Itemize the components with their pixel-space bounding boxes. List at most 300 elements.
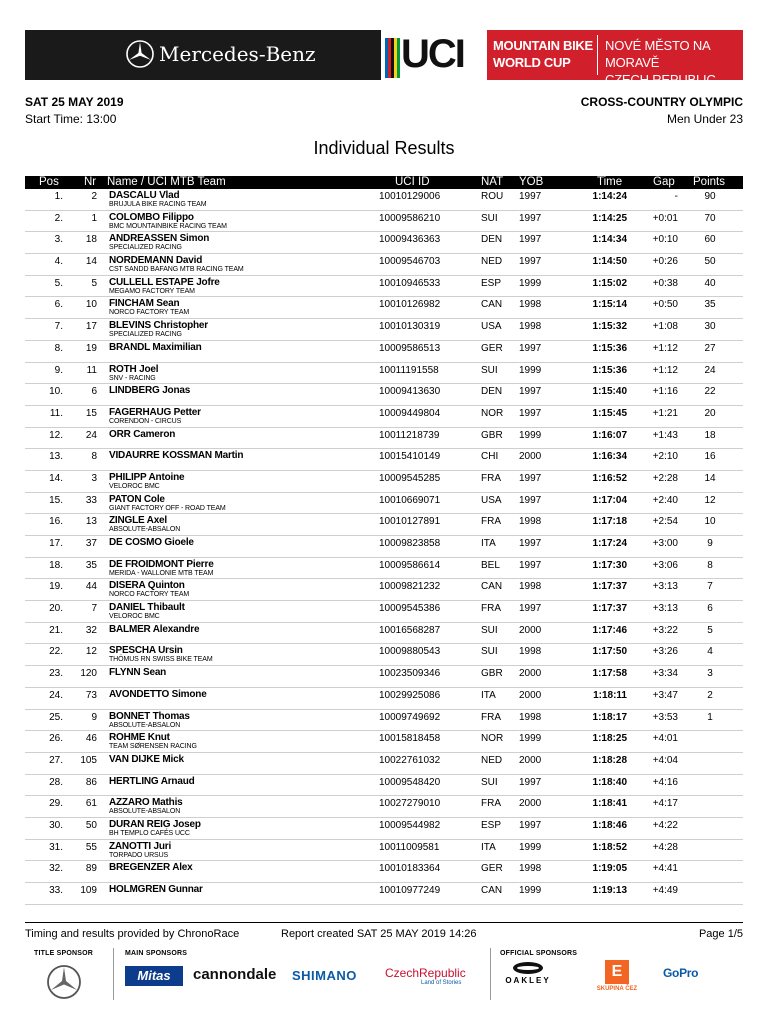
points-cell: 5 — [707, 624, 713, 636]
czech-republic-logo — [385, 966, 466, 986]
time-cell: 1:17:46 — [592, 624, 627, 636]
bib-number-cell: 11 — [86, 364, 97, 376]
points-cell: 22 — [704, 386, 716, 398]
table-row — [25, 363, 743, 385]
time-cell: 1:15:32 — [592, 321, 627, 333]
time-cell: 1:15:45 — [592, 407, 627, 419]
rider-name-cell: ROHME Knut — [109, 732, 170, 744]
uci-id-cell: 10009449804 — [379, 407, 441, 419]
points-cell: 16 — [704, 451, 716, 463]
points-cell: 14 — [704, 472, 716, 484]
gap-cell: +3:00 — [652, 538, 678, 549]
gap-cell: +3:26 — [652, 646, 678, 658]
uci-id-cell: 10011218739 — [379, 429, 440, 441]
bib-number-cell: 44 — [85, 581, 97, 593]
oakley-text: OAKLEY — [505, 976, 551, 985]
position-cell: 11. — [49, 407, 63, 419]
year-of-birth-cell: 1997 — [519, 234, 542, 246]
nationality-cell: SUI — [481, 364, 498, 376]
points-cell: 50 — [704, 256, 716, 268]
race-name: CROSS-COUNTRY OLYMPIC — [580, 95, 743, 109]
year-of-birth-cell: 1998 — [519, 711, 542, 723]
points-cell: 8 — [707, 559, 713, 571]
page-title: Individual Results — [313, 138, 455, 158]
position-cell: 10. — [49, 386, 63, 398]
rider-name-cell: PATON Cole — [109, 493, 165, 505]
bib-number-cell: 18 — [85, 234, 97, 246]
points-cell: 9 — [707, 538, 713, 549]
official-sponsors-label: OFFICIAL SPONSORS — [500, 950, 578, 957]
gap-cell: +1:16 — [652, 386, 678, 398]
shimano-logo: SHIMANO — [292, 968, 357, 983]
position-cell: 21. — [49, 624, 63, 636]
time-cell: 1:18:25 — [592, 733, 627, 745]
bib-number-cell: 50 — [85, 819, 97, 831]
uci-id-cell: 10009413630 — [379, 386, 441, 398]
year-of-birth-cell: 1998 — [519, 299, 542, 311]
points-cell: 10 — [704, 516, 716, 528]
year-of-birth-cell: 1999 — [519, 277, 542, 289]
year-of-birth-cell: 1997 — [519, 256, 542, 268]
rider-name-cell: BALMER Alexandre — [109, 623, 200, 635]
rider-name-cell: AZZARO Mathis — [109, 797, 183, 809]
table-row — [25, 579, 743, 601]
gap-cell: +0:26 — [652, 256, 678, 268]
uci-id-cell: 10010669071 — [379, 494, 441, 506]
bib-number-cell: 1 — [91, 212, 97, 224]
bib-number-cell: 86 — [85, 776, 97, 788]
table-row — [25, 775, 743, 797]
time-cell: 1:18:11 — [593, 689, 627, 701]
position-cell: 23. — [49, 668, 63, 680]
year-of-birth-cell: 2000 — [519, 451, 542, 463]
year-of-birth-cell: 1997 — [519, 342, 542, 354]
position-cell: 31. — [49, 841, 63, 853]
team-name-cell: SNV - RACING — [109, 374, 156, 382]
team-name-cell: CST SANDD BAFANG MTB RACING TEAM — [109, 266, 244, 274]
year-of-birth-cell: 1998 — [519, 321, 542, 333]
uci-id-cell: 10016568287 — [379, 624, 441, 636]
bib-number-cell: 32 — [85, 624, 97, 636]
table-row — [25, 189, 743, 211]
gap-cell: - — [674, 191, 678, 202]
rider-name-cell: SPESCHA Ursin — [109, 645, 183, 657]
nationality-cell: NOR — [481, 733, 504, 745]
nationality-cell: CAN — [481, 299, 503, 311]
venue-line-1: NOVÉ MĚSTO NA MORAVĚ — [605, 38, 710, 70]
uci-id-cell: 10015818458 — [379, 733, 441, 745]
results-table-header — [25, 176, 743, 189]
points-cell: 30 — [704, 321, 716, 333]
table-row — [25, 818, 743, 840]
position-cell: 32. — [49, 863, 63, 875]
position-cell: 14. — [49, 472, 63, 484]
team-name-cell: CORENDON - CIRCUS — [109, 417, 182, 425]
table-row — [25, 623, 743, 645]
rider-name-cell: DE COSMO Gioele — [109, 537, 194, 548]
rider-name-cell: HERTLING Arnaud — [109, 775, 195, 787]
table-row — [25, 319, 743, 341]
nationality-cell: NED — [481, 256, 503, 268]
points-cell: 3 — [707, 668, 713, 680]
sponsor-divider — [113, 948, 114, 1000]
nationality-cell: BEL — [481, 559, 500, 571]
year-of-birth-cell: 1999 — [519, 364, 542, 376]
bib-number-cell: 17 — [85, 321, 97, 333]
team-name-cell: SPECIALIZED RACING — [109, 331, 182, 339]
year-of-birth-cell: 2000 — [519, 689, 542, 701]
uci-id-cell: 10009586614 — [379, 559, 441, 571]
rider-name-cell: FINCHAM Sean — [109, 298, 180, 310]
bib-number-cell: 46 — [85, 733, 97, 745]
year-of-birth-cell: 1997 — [519, 386, 542, 398]
uci-id-cell: 10010127891 — [379, 516, 441, 528]
time-cell: 1:17:18 — [592, 516, 627, 528]
table-row — [25, 644, 743, 666]
uci-id-cell: 10009823858 — [379, 538, 441, 549]
col-nat: NAT — [481, 176, 504, 188]
year-of-birth-cell: 1999 — [519, 429, 542, 441]
venue-name — [605, 37, 743, 88]
table-row — [25, 731, 743, 753]
bib-number-cell: 35 — [85, 559, 97, 571]
nationality-cell: NOR — [481, 407, 504, 419]
position-cell: 24. — [49, 689, 63, 701]
bib-number-cell: 55 — [85, 841, 97, 853]
nationality-cell: USA — [481, 321, 502, 333]
rider-name-cell: VIDAURRE KOSSMAN Martin — [109, 450, 244, 462]
year-of-birth-cell: 1998 — [519, 516, 542, 528]
nationality-cell: ROU — [481, 191, 504, 202]
nationality-cell: GER — [481, 342, 503, 354]
uci-id-cell: 10010977249 — [379, 885, 441, 896]
gap-cell: +0:01 — [652, 212, 678, 224]
rider-name-cell: NORDEMANN David — [109, 255, 203, 267]
mitas-logo: Mitas — [125, 966, 183, 986]
rider-name-cell: BLEVINS Christopher — [109, 320, 208, 332]
table-row — [25, 840, 743, 862]
table-row — [25, 384, 743, 406]
table-row — [25, 666, 743, 688]
nationality-cell: SUI — [481, 212, 498, 224]
time-cell: 1:15:40 — [592, 386, 627, 398]
rider-name-cell: BREGENZER Alex — [109, 862, 193, 874]
nationality-cell: FRA — [481, 798, 501, 810]
nationality-cell: SUI — [481, 646, 498, 658]
col-time: Time — [597, 176, 623, 188]
gap-cell: +1:12 — [652, 342, 678, 354]
cannondale-logo: cannondale — [193, 966, 277, 983]
year-of-birth-cell: 1997 — [519, 819, 542, 831]
event-line-1: MOUNTAIN BIKE — [493, 38, 593, 53]
gap-cell: +2:54 — [652, 516, 678, 528]
col-name: Name / UCI MTB Team — [107, 176, 226, 188]
mercedes-star-icon — [125, 39, 155, 69]
uci-id-cell: 10009586513 — [379, 342, 441, 354]
team-name-cell: ABSOLUTE-ABSALON — [109, 721, 181, 729]
mercedes-benz-logo — [125, 39, 316, 71]
table-row — [25, 883, 743, 905]
nationality-cell: CHI — [481, 451, 499, 463]
cez-logo — [593, 960, 641, 992]
position-cell: 12. — [49, 429, 63, 441]
time-cell: 1:18:52 — [592, 841, 627, 853]
team-name-cell: SPECIALIZED RACING — [109, 244, 182, 252]
gap-cell: +0:10 — [652, 234, 678, 246]
gap-cell: +0:50 — [652, 299, 678, 311]
uci-id-cell: 10010130319 — [379, 321, 441, 333]
position-cell: 25. — [49, 711, 63, 723]
rider-name-cell: BRANDL Maximilian — [109, 341, 202, 353]
race-category: Men Under 23 — [666, 112, 743, 126]
points-cell: 4 — [707, 646, 713, 658]
col-gap: Gap — [653, 176, 675, 188]
gap-cell: +1:43 — [652, 429, 678, 441]
team-name-cell: TORPADO URSUS — [109, 851, 169, 859]
time-cell: 1:17:30 — [592, 559, 627, 571]
gap-cell: +2:40 — [652, 494, 678, 506]
points-cell: 6 — [707, 603, 713, 615]
year-of-birth-cell: 2000 — [519, 624, 542, 636]
team-name-cell: TEAM SØRENSEN RACING — [109, 743, 197, 751]
nationality-cell: FRA — [481, 711, 501, 723]
time-cell: 1:15:02 — [592, 277, 627, 289]
year-of-birth-cell: 1997 — [519, 191, 542, 202]
position-cell: 22. — [49, 646, 63, 658]
bib-number-cell: 120 — [80, 668, 97, 680]
year-of-birth-cell: 1997 — [519, 776, 542, 788]
mercedes-star-icon — [46, 964, 82, 1000]
team-name-cell: NORCO FACTORY TEAM — [109, 309, 190, 317]
uci-id-cell: 10009546703 — [379, 256, 441, 268]
table-row — [25, 341, 743, 363]
table-row — [25, 514, 743, 536]
team-name-cell: BMC MOUNTAINBIKE RACING TEAM — [109, 222, 227, 230]
points-cell: 7 — [707, 581, 713, 593]
table-row — [25, 406, 743, 428]
team-name-cell: VELOROC BMC — [109, 613, 160, 621]
header-banner — [25, 30, 743, 87]
position-cell: 29. — [49, 798, 63, 810]
nationality-cell: NED — [481, 754, 503, 766]
gap-cell: +0:38 — [652, 277, 678, 289]
time-cell: 1:17:24 — [592, 538, 627, 549]
position-cell: 8. — [54, 342, 63, 354]
bib-number-cell: 33 — [85, 494, 97, 506]
cez-text: SKUPINA ČEZ — [596, 986, 638, 992]
title-sponsor-label: TITLE SPONSOR — [34, 950, 93, 957]
position-cell: 4. — [54, 256, 63, 268]
gap-cell: +3:06 — [652, 559, 678, 571]
bib-number-cell: 73 — [85, 689, 97, 701]
gap-cell: +3:47 — [652, 689, 678, 701]
year-of-birth-cell: 1997 — [519, 603, 542, 615]
rider-name-cell: ANDREASSEN Simon — [109, 233, 210, 245]
rider-name-cell: ORR Cameron — [109, 428, 176, 440]
year-of-birth-cell: 1997 — [519, 494, 542, 506]
points-cell: 60 — [704, 234, 716, 246]
rider-name-cell: AVONDETTO Simone — [109, 688, 207, 700]
timing-credit: Timing and results provided by ChronoRace — [25, 928, 240, 940]
start-time: Start Time: 13:00 — [25, 112, 117, 126]
event-banner — [487, 30, 743, 87]
gap-cell: +1:21 — [652, 407, 678, 419]
year-of-birth-cell: 2000 — [519, 798, 542, 810]
nationality-cell: SUI — [481, 624, 498, 636]
gap-cell: +3:22 — [652, 624, 678, 636]
gap-cell: +4:22 — [652, 819, 678, 831]
gopro-logo: GoPro — [663, 966, 699, 980]
rider-name-cell: HOLMGREN Gunnar — [109, 884, 203, 895]
position-cell: 20. — [49, 603, 63, 615]
footer-divider — [25, 922, 743, 923]
brand-name: Mercedes-Benz — [159, 42, 316, 66]
col-nr: Nr — [84, 176, 97, 188]
bib-number-cell: 2 — [91, 191, 97, 202]
page-number: Page 1/5 — [698, 928, 743, 940]
rider-name-cell: COLOMBO Filippo — [109, 211, 194, 223]
time-cell: 1:14:50 — [592, 256, 627, 268]
position-cell: 26. — [49, 733, 63, 745]
gap-cell: +3:34 — [652, 668, 678, 680]
gap-cell: +4:49 — [652, 885, 678, 896]
rider-name-cell: ZANOTTI Juri — [109, 840, 172, 852]
uci-id-cell: 10029925086 — [379, 689, 441, 701]
year-of-birth-cell: 1997 — [519, 559, 542, 571]
year-of-birth-cell: 1998 — [519, 646, 542, 658]
col-yob: YOB — [519, 176, 544, 188]
gap-cell: +4:28 — [652, 841, 678, 853]
time-cell: 1:14:25 — [592, 212, 627, 224]
nationality-cell: ITA — [481, 538, 496, 549]
rider-name-cell: LINDBERG Jonas — [109, 385, 191, 397]
year-of-birth-cell: 1998 — [519, 581, 542, 593]
rider-name-cell: FAGERHAUG Petter — [109, 406, 201, 418]
table-row — [25, 558, 743, 580]
time-cell: 1:17:58 — [592, 668, 627, 680]
team-name-cell: GIANT FACTORY OFF - ROAD TEAM — [109, 504, 226, 512]
uci-id-cell: 10011009581 — [379, 841, 440, 853]
uci-id-cell: 10009548420 — [379, 776, 441, 788]
rider-name-cell: BONNET Thomas — [109, 710, 190, 722]
team-name-cell: ABSOLUTE-ABSALON — [109, 526, 181, 534]
year-of-birth-cell: 1997 — [519, 538, 542, 549]
time-cell: 1:15:14 — [592, 299, 627, 311]
uci-id-cell: 10022761032 — [379, 754, 441, 766]
gap-cell: +3:13 — [652, 603, 678, 615]
uci-id-cell: 10011191558 — [379, 364, 439, 376]
col-points: Points — [693, 176, 725, 188]
uci-id-cell: 10010183364 — [379, 863, 441, 875]
col-pos: Pos — [39, 176, 59, 188]
time-cell: 1:16:52 — [592, 472, 627, 484]
time-cell: 1:19:13 — [592, 885, 627, 896]
position-cell: 13. — [49, 451, 63, 463]
year-of-birth-cell: 1999 — [519, 841, 542, 853]
gap-cell: +4:41 — [652, 863, 678, 875]
nationality-cell: USA — [481, 494, 502, 506]
nationality-cell: GBR — [481, 429, 503, 441]
position-cell: 3. — [54, 234, 63, 246]
team-name-cell: MEGAMO FACTORY TEAM — [109, 287, 195, 295]
nationality-cell: FRA — [481, 472, 501, 484]
position-cell: 19. — [49, 581, 63, 593]
bib-number-cell: 13 — [85, 516, 97, 528]
time-cell: 1:15:36 — [592, 342, 627, 354]
bib-number-cell: 61 — [85, 798, 97, 810]
table-row — [25, 297, 743, 319]
time-cell: 1:17:37 — [592, 581, 627, 593]
gap-cell: +2:10 — [652, 451, 678, 463]
uci-id-cell: 10010129006 — [379, 191, 441, 202]
race-date: SAT 25 MAY 2019 — [25, 95, 124, 109]
table-row — [25, 211, 743, 233]
team-name-cell: NORCO FACTORY TEAM — [109, 591, 190, 599]
rider-name-cell: DASCALU Vlad — [109, 190, 180, 201]
nationality-cell: ITA — [481, 841, 496, 853]
time-cell: 1:18:46 — [592, 819, 627, 831]
points-cell: 2 — [707, 689, 713, 701]
team-name-cell: ABSOLUTE-ABSALON — [109, 808, 181, 816]
bib-number-cell: 6 — [91, 386, 97, 398]
rider-name-cell: ROTH Joel — [109, 363, 159, 375]
rider-name-cell: PHILIPP Antoine — [109, 471, 185, 483]
position-cell: 33. — [49, 885, 63, 896]
uci-id-cell: 10009545386 — [379, 603, 441, 615]
nationality-cell: ESP — [481, 819, 502, 831]
bib-number-cell: 105 — [80, 754, 97, 766]
nationality-cell: FRA — [481, 603, 501, 615]
time-cell: 1:16:07 — [592, 429, 627, 441]
points-cell: 18 — [704, 429, 716, 441]
col-uci-id: UCI ID — [395, 176, 430, 188]
table-row — [25, 536, 743, 558]
bib-number-cell: 24 — [85, 429, 97, 441]
event-name — [493, 37, 593, 71]
uci-stripes — [385, 38, 401, 78]
position-cell: 27. — [49, 754, 63, 766]
event-line-2: WORLD CUP — [493, 55, 571, 70]
uci-id-cell: 10009586210 — [379, 212, 441, 224]
nationality-cell: CAN — [481, 581, 503, 593]
bib-number-cell: 3 — [91, 472, 97, 484]
rider-name-cell: CULLELL ESTAPE Jofre — [109, 276, 220, 288]
nationality-cell: ITA — [481, 689, 496, 701]
position-cell: 30. — [49, 819, 63, 831]
nationality-cell: SUI — [481, 776, 498, 788]
position-cell: 1. — [54, 191, 63, 202]
rider-name-cell: DISERA Quinton — [109, 580, 185, 592]
time-cell: 1:18:17 — [592, 711, 627, 723]
gap-cell: +4:04 — [652, 754, 678, 766]
position-cell: 17. — [49, 538, 63, 549]
table-row — [25, 493, 743, 515]
gap-cell: +2:28 — [652, 472, 678, 484]
gap-cell: +1:12 — [652, 364, 678, 376]
uci-id-cell: 10009436363 — [379, 234, 441, 246]
uci-id-cell: 10010126982 — [379, 299, 441, 311]
time-cell: 1:15:36 — [592, 364, 627, 376]
gap-cell: +1:08 — [652, 321, 678, 333]
rider-name-cell: DE FROIDMONT Pierre — [109, 558, 214, 570]
rider-name-cell: DANIEL Thibault — [109, 602, 185, 614]
rider-name-cell: DURAN REIG Josep — [109, 818, 201, 830]
venue-line-2: CZECH REPUBLIC — [605, 72, 716, 87]
year-of-birth-cell: 1997 — [519, 212, 542, 224]
table-row — [25, 232, 743, 254]
czech-republic-subtitle: Land of Stories — [421, 980, 462, 986]
oakley-ellipse-icon — [513, 962, 543, 974]
